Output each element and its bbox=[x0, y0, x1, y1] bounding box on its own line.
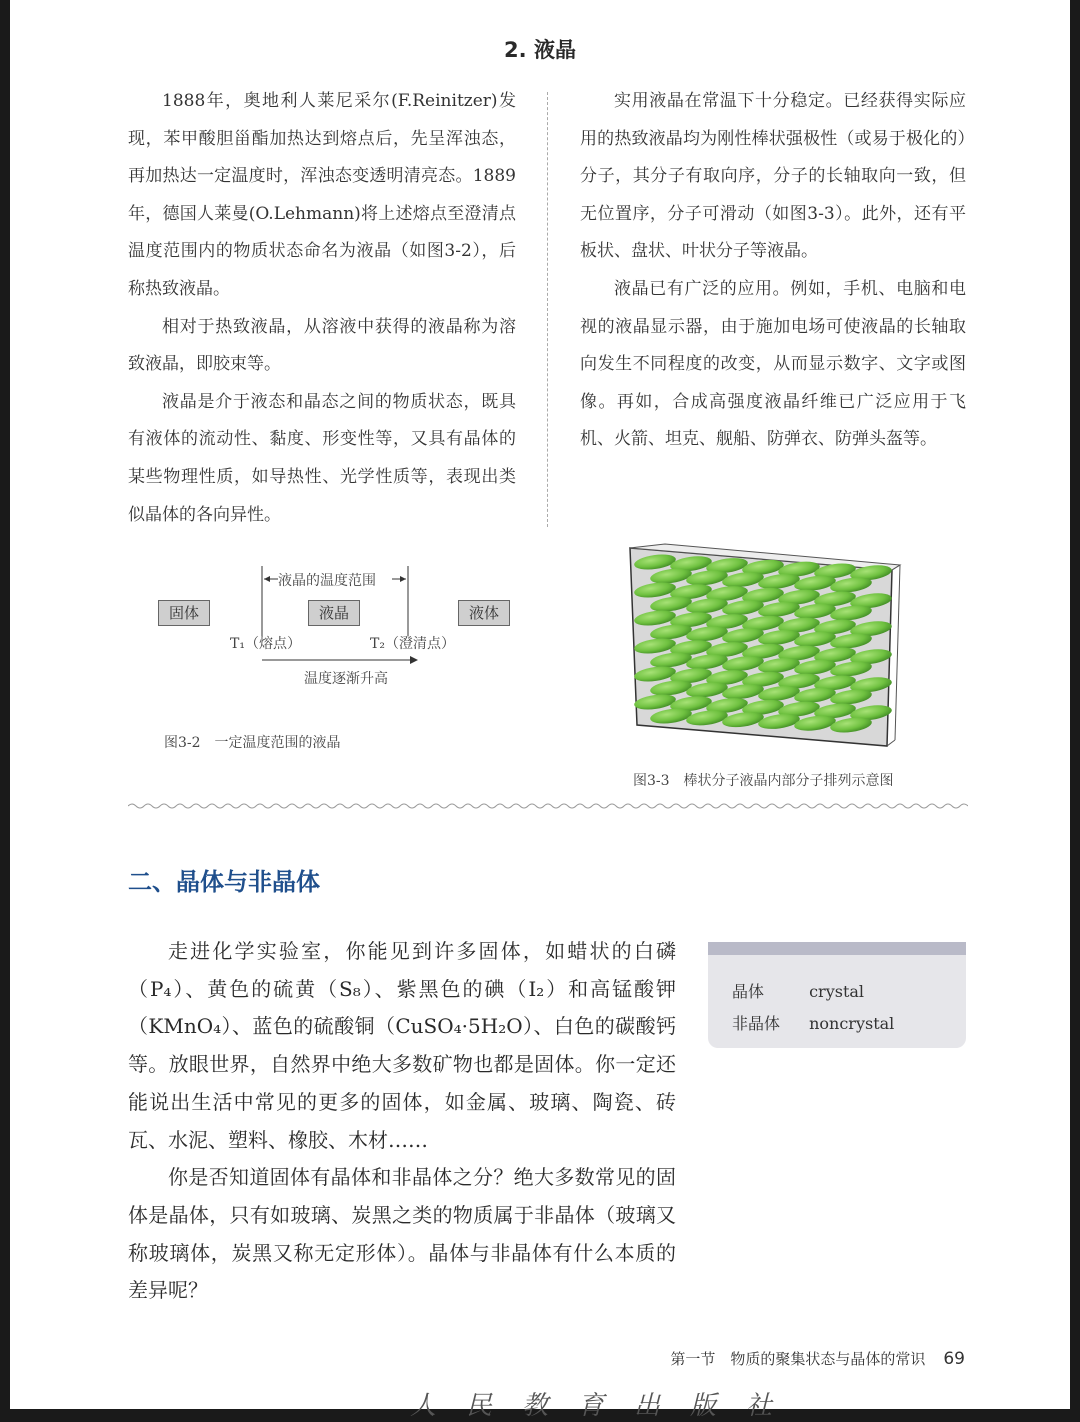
glossary-term-en: crystal bbox=[809, 982, 865, 1001]
glossary-entry bbox=[732, 979, 966, 1011]
paragraph: 走进化学实验室，你能见到许多固体，如蜡状的白磷（P₄）、黄色的硫黄（S₈）、紫黑色的碘（I₂）和高锰酸钾（KMnO₄）、蓝色的硫酸铜（CuSO₄·5H₂O）、白色的碳酸钙等。放眼世界，自然界中绝大多数矿物也都是固体。你一定还能说出生活中常见的更多的固体，如金属、玻璃、陶瓷、砖瓦、水泥、塑料、橡胶、木材…… bbox=[128, 939, 676, 1152]
publisher-watermark: 人民教育出版社 bbox=[410, 1391, 803, 1421]
wavy-divider bbox=[128, 800, 968, 812]
footer-section-title: 第一节 物质的聚集状态与晶体的常识 bbox=[670, 1350, 926, 1368]
temperature-arrow-label: 温度逐渐升高 bbox=[304, 671, 388, 687]
main-text bbox=[128, 933, 676, 1310]
page-number: 69 bbox=[943, 1349, 965, 1369]
section-heading: 二、晶体与非晶体 bbox=[128, 868, 320, 896]
lc-range-label: 液晶的温度范围 bbox=[278, 573, 376, 589]
rod-molecule-illustration bbox=[625, 540, 915, 755]
figure-3-2-diagram bbox=[150, 560, 530, 760]
page-footer bbox=[670, 1348, 965, 1369]
glossary-term-en: noncrystal bbox=[809, 1014, 895, 1033]
column-divider bbox=[547, 92, 548, 527]
paragraph: 你是否知道固体有晶体和非晶体之分？绝大多数常见的固体是晶体，只有如玻璃、炭黑之类的物质属于非晶体（玻璃又称玻璃体，炭黑又称无定形体）。晶体与非晶体有什么本质的差异呢？ bbox=[128, 1165, 676, 1303]
section-title: 2. 液晶 bbox=[504, 38, 576, 62]
right-column bbox=[580, 83, 966, 459]
glossary-box bbox=[708, 942, 966, 1048]
glossary-term-cn: 非晶体 bbox=[732, 1014, 781, 1033]
solid-box: 固体 bbox=[158, 600, 210, 626]
paragraph: 液晶是介于液态和晶态之间的物质状态，既具有液体的流动性、黏度、形变性等，又具有晶体的某些物理性质，如导热性、光学性质等，表现出类似晶体的各向异性。 bbox=[128, 391, 516, 525]
figure-3-3-caption: 图3-3 棒状分子液晶内部分子排列示意图 bbox=[633, 773, 894, 789]
paragraph: 1888年，奥地利人莱尼采尔(F.Reinitzer)发现，苯甲酸胆甾酯加热达到熔点后，先呈浑浊态，再加热达一定温度时，浑浊态变透明清亮态。1889年，德国人莱曼(O.Lehmann)将上述熔点至澄清点温度范围内的物质状态命名为液晶（如图3-2），后称热致液晶。 bbox=[128, 91, 516, 299]
t1-label: T₁（熔点） bbox=[230, 636, 301, 652]
paragraph: 实用液晶在常温下十分稳定。已经获得实际应用的热致液晶均为刚性棒状强极性（或易于极化的）分子，其分子有取向序，分子的长轴取向一致，但无位置序，分子可滑动（如图3-3）。此外，还有平板状、盘状、叶状分子等液晶。 bbox=[580, 91, 966, 262]
glossary-entry bbox=[732, 1011, 966, 1043]
left-column bbox=[128, 83, 516, 534]
figure-3-3 bbox=[625, 540, 915, 789]
figure-3-2-caption: 图3-2 一定温度范围的液晶 bbox=[164, 735, 341, 751]
paragraph: 相对于热致液晶，从溶液中获得的液晶称为溶致液晶，即胶束等。 bbox=[128, 316, 516, 375]
glossary-term-cn: 晶体 bbox=[732, 982, 765, 1001]
textbook-page bbox=[10, 0, 1070, 1421]
liquid-box: 液体 bbox=[458, 600, 510, 626]
liquid-crystal-box: 液晶 bbox=[308, 600, 360, 626]
paragraph: 液晶已有广泛的应用。例如，手机、电脑和电视的液晶显示器，由于施加电场可使液晶的长轴取向发生不同程度的改变，从而显示数字、文字或图像。再如，合成高强度液晶纤维已广泛应用于飞机、火箭、坦克、舰船、防弹衣、防弹头盔等。 bbox=[580, 278, 966, 450]
temperature-range-lines bbox=[150, 560, 530, 760]
t2-label: T₂（澄清点） bbox=[370, 636, 455, 652]
